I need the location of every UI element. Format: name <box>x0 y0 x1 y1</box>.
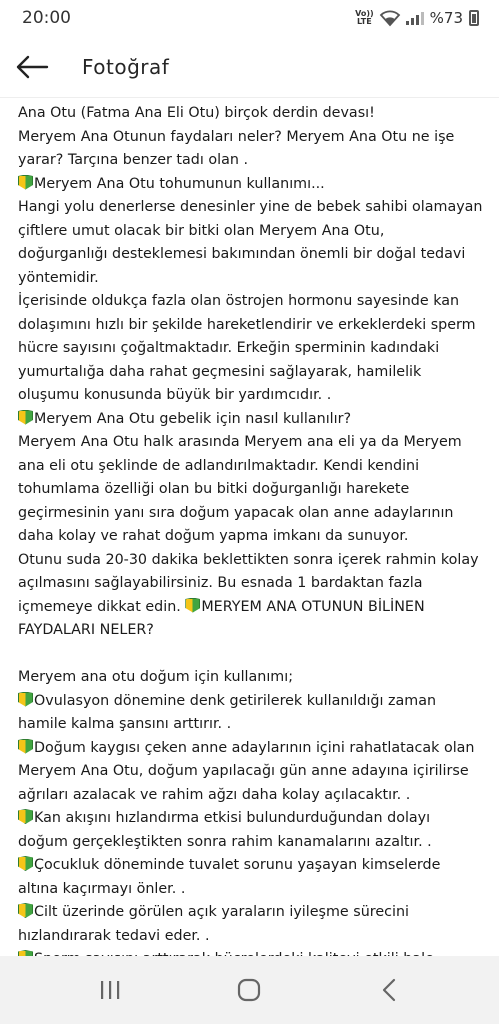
beginner-mark-icon <box>18 903 33 918</box>
back-chevron-icon <box>381 978 397 1002</box>
text-line: altına kaçırmayı önler. . <box>18 880 186 897</box>
recents-button[interactable] <box>80 960 140 1020</box>
text-line: yöntemidir. <box>18 269 99 286</box>
text-line: Kan akışını hızlandırma etkisi bulundurduğundan dolayı <box>18 807 488 831</box>
arrow-left-icon <box>15 55 49 79</box>
text-line: daha kolay ve rahat doğum yapma imkanı da sunuyor. <box>18 528 409 544</box>
text-line: dolaşımını hızlı bir şekilde hareketlendirir ve erkeklerdeki sperm <box>18 316 476 333</box>
battery-percent: %73 <box>429 9 463 27</box>
text-line: ana eli otu şeklinde de adlandırılmaktadır. Kendi kendini <box>18 457 420 474</box>
text-line: Meryem Ana Otu tohumunun kullanımı... <box>18 173 488 197</box>
beginner-mark-icon <box>18 856 33 871</box>
text-line <box>18 643 488 667</box>
navigation-bar <box>0 956 499 1024</box>
text-line: içmemeye dikkat edin. MERYEM ANA OTUNUN BİLİNEN <box>18 598 425 615</box>
text-line: oluşumu konusunda büyük bir yardımcıdır. . <box>18 387 332 403</box>
system-back-button[interactable] <box>359 960 419 1020</box>
cutoff-line <box>18 88 488 102</box>
text-line: Meryem ana otu doğum için kullanımı; <box>18 669 294 685</box>
status-bar <box>0 0 499 36</box>
signal-icon <box>406 11 424 25</box>
text-line: yarar? Tarçına benzer tadı olan . <box>18 152 249 168</box>
post-text <box>18 88 488 972</box>
text-line: Meryem Ana Otu halk arasında Meryem ana eli ya da Meryem <box>18 434 462 450</box>
text-line: geçirmesinin yanı sıra doğum yapacak olan anne adaylarının <box>18 504 454 521</box>
text-line: hücre sayısını çoğaltmaktadır. Erkeğin sperminin kadındaki <box>18 340 440 356</box>
text-line: hızlandırarak tedavi eder. . <box>18 927 210 944</box>
text-line: Hangi yolu denerlerse denesinler yine de bebek sahibi olamayan <box>18 199 483 215</box>
beginner-mark-icon <box>18 739 33 754</box>
status-time: 20:00 <box>22 8 71 28</box>
text-line: Meryem Ana Otu gebelik için nasıl kullanılır? <box>18 408 488 432</box>
text-line: Çocukluk döneminde tuvalet sorunu yaşayan kimselerde <box>18 854 488 878</box>
text-line: FAYDALARI NELER? <box>18 622 154 638</box>
recents-icon <box>98 979 122 1001</box>
text-line: çiftlere umut olacak bir bitki olan Meryem Ana Otu, <box>18 222 385 239</box>
text-line: yumurtalığa daha rahat geçmesini sağlayarak, hamilelik <box>18 363 422 380</box>
text-line: açılmasını sağlayabilirsiniz. Bu esnada 1 bardaktan fazla <box>18 575 423 591</box>
beginner-mark-icon <box>185 598 200 613</box>
status-icons <box>355 9 479 27</box>
text-line: Ovulasyon dönemine denk getirilerek kullanıldığı zaman <box>18 690 488 714</box>
text-line: Doğum kaygısı çeken anne adaylarının içini rahatlatacak olan <box>18 737 488 761</box>
post-content[interactable] <box>0 98 499 956</box>
beginner-mark-icon <box>18 692 33 707</box>
text-line: İçerisinde oldukça fazla olan östrojen hormonu sayesinde kan <box>18 293 460 309</box>
text-line: tohumlama özelliği olan bu bitki doğurganlığı harekete <box>18 481 410 497</box>
beginner-mark-icon <box>18 410 33 425</box>
wifi-icon <box>380 10 400 26</box>
text-line: doğum gerçekleştikten sonra rahim kanamalarını azaltır. . <box>18 833 432 850</box>
text-line: Ana Otu (Fatma Ana Eli Otu) birçok derdin devası! <box>18 105 375 121</box>
page-title: Fotoğraf <box>82 54 170 79</box>
text-line: ağrıları azalacak ve rahim ağzı daha kolay açılacaktır. . <box>18 786 411 803</box>
home-button[interactable] <box>219 960 279 1020</box>
text-line: hamile kalma şansını arttırır. . <box>18 716 232 732</box>
battery-icon <box>469 10 479 26</box>
text-line: doğurganlığı desteklemesi bakımından önemli bir doğal tedavi <box>18 246 466 262</box>
text-line: Meryem Ana Otunun faydaları neler? Meryem Ana Otu ne işe <box>18 128 455 145</box>
beginner-mark-icon <box>18 809 33 824</box>
volte-icon: Vo)) LTE <box>355 9 374 26</box>
text-line: Otunu suda 20-30 dakika beklettikten sonra içerek rahmin kolay <box>18 551 479 568</box>
text-line: Cilt üzerinde görülen açık yaraların iyileşme sürecini <box>18 901 488 925</box>
text-line: Meryem Ana Otu, doğum yapılacağı gün anne adayına içirilirse <box>18 763 469 779</box>
home-icon <box>236 977 262 1003</box>
beginner-mark-icon <box>18 175 33 190</box>
